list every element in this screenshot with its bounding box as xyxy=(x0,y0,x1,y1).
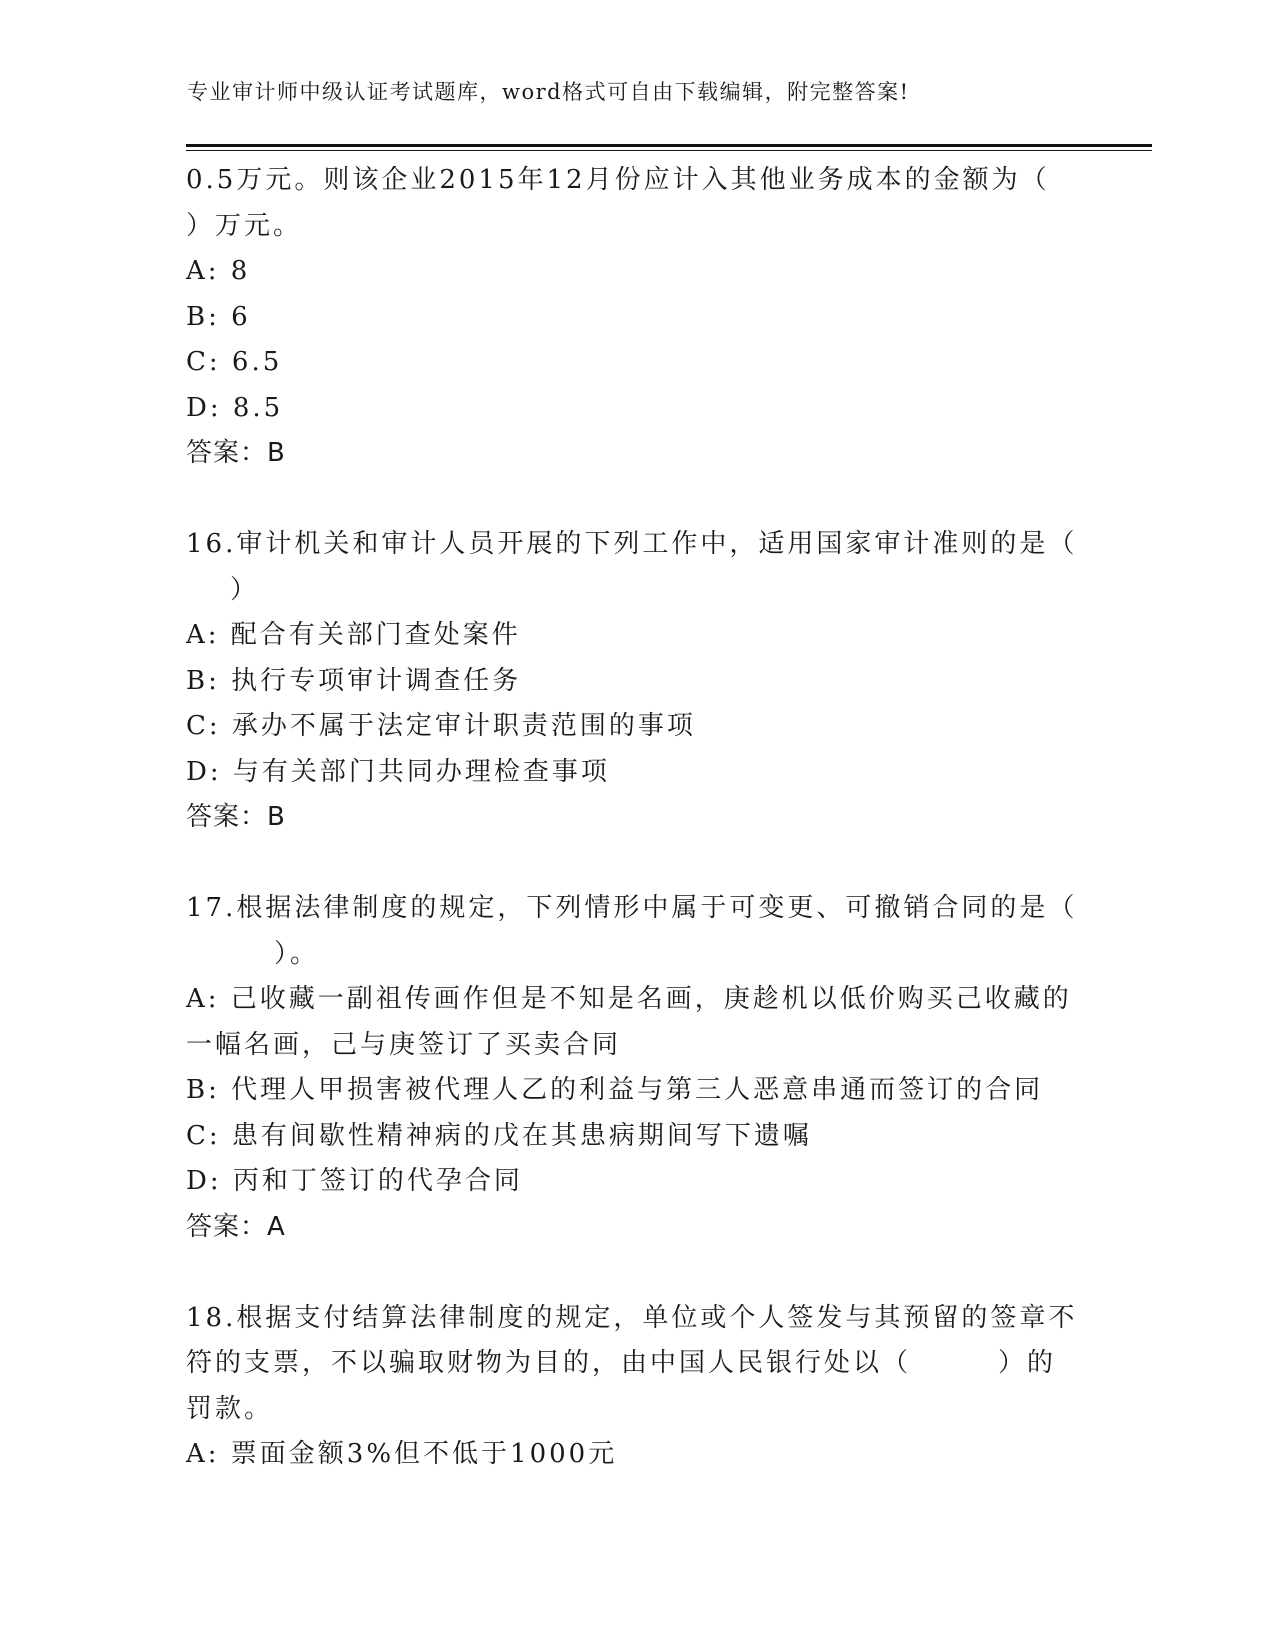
q17-option-a-line1: A: 己收藏一副祖传画作但是不知是名画，庚趁机以低价购买己收藏的 xyxy=(186,984,1072,1014)
q15-text-line2: ）万元。 xyxy=(186,210,303,241)
q16-option-a: A: 配合有关部门查处案件 xyxy=(186,620,521,650)
q17-option-b: B: 代理人甲损害被代理人乙的利益与第三人恶意串通而签订的合同 xyxy=(186,1075,1044,1105)
q16-option-d: D: 与有关部门共同办理检查事项 xyxy=(186,756,610,787)
spacer xyxy=(186,1250,1086,1296)
spacer xyxy=(186,477,1086,523)
q16-text-line1: 16.审计机关和审计人员开展的下列工作中，适用国家审计准则的是（ xyxy=(186,529,1078,559)
header-rule-thick xyxy=(186,144,1152,147)
q17-option-d: D: 丙和丁签订的代孕合同 xyxy=(186,1166,523,1196)
q17-option-c: C: 患有间歇性精神病的戊在其患病期间写下遗嘱 xyxy=(186,1120,812,1151)
q18-text-line3: 罚款。 xyxy=(186,1393,274,1424)
q15-option-c: C: 6.5 xyxy=(186,347,283,377)
q16-answer: 答案：B xyxy=(186,802,286,832)
q18-text-line1: 18.根据支付结算法律制度的规定，单位或个人签发与其预留的签章不 xyxy=(186,1302,1078,1333)
q16-text-line2: ） xyxy=(230,574,260,605)
q17-text-line1: 17.根据法律制度的规定，下列情形中属于可变更、可撤销合同的是（ xyxy=(186,893,1078,923)
q15-option-a: A: 8 xyxy=(186,256,251,286)
document-body xyxy=(186,158,1086,1478)
q15-option-d: D: 8.5 xyxy=(186,392,284,423)
q18-text-line2: 符的支票，不以骗取财物为目的，由中国人民银行处以（ ）的 xyxy=(186,1348,1057,1378)
q17-option-a-line2: 一幅名画，己与庚签订了买卖合同 xyxy=(186,1029,622,1060)
q16-option-c: C: 承办不属于法定审计职责范围的事项 xyxy=(186,711,696,741)
q18-option-a: A: 票面金额3%但不低于1000元 xyxy=(186,1439,618,1469)
q15-option-b: B: 6 xyxy=(186,301,251,332)
spacer xyxy=(186,841,1086,887)
q15-text-line1: 0.5万元。则该企业2015年12月份应计入其他业务成本的金额为（ xyxy=(186,165,1050,195)
header-rule-thin xyxy=(186,150,1152,151)
q15-answer: 答案：B xyxy=(186,438,286,468)
q17-answer: 答案：A xyxy=(186,1211,286,1242)
page-header: 专业审计师中级认证考试题库，word格式可自由下载编辑，附完整答案! xyxy=(187,80,910,104)
q16-option-b: B: 执行专项审计调查任务 xyxy=(186,665,522,696)
q17-text-line2: ）。 xyxy=(274,938,320,969)
